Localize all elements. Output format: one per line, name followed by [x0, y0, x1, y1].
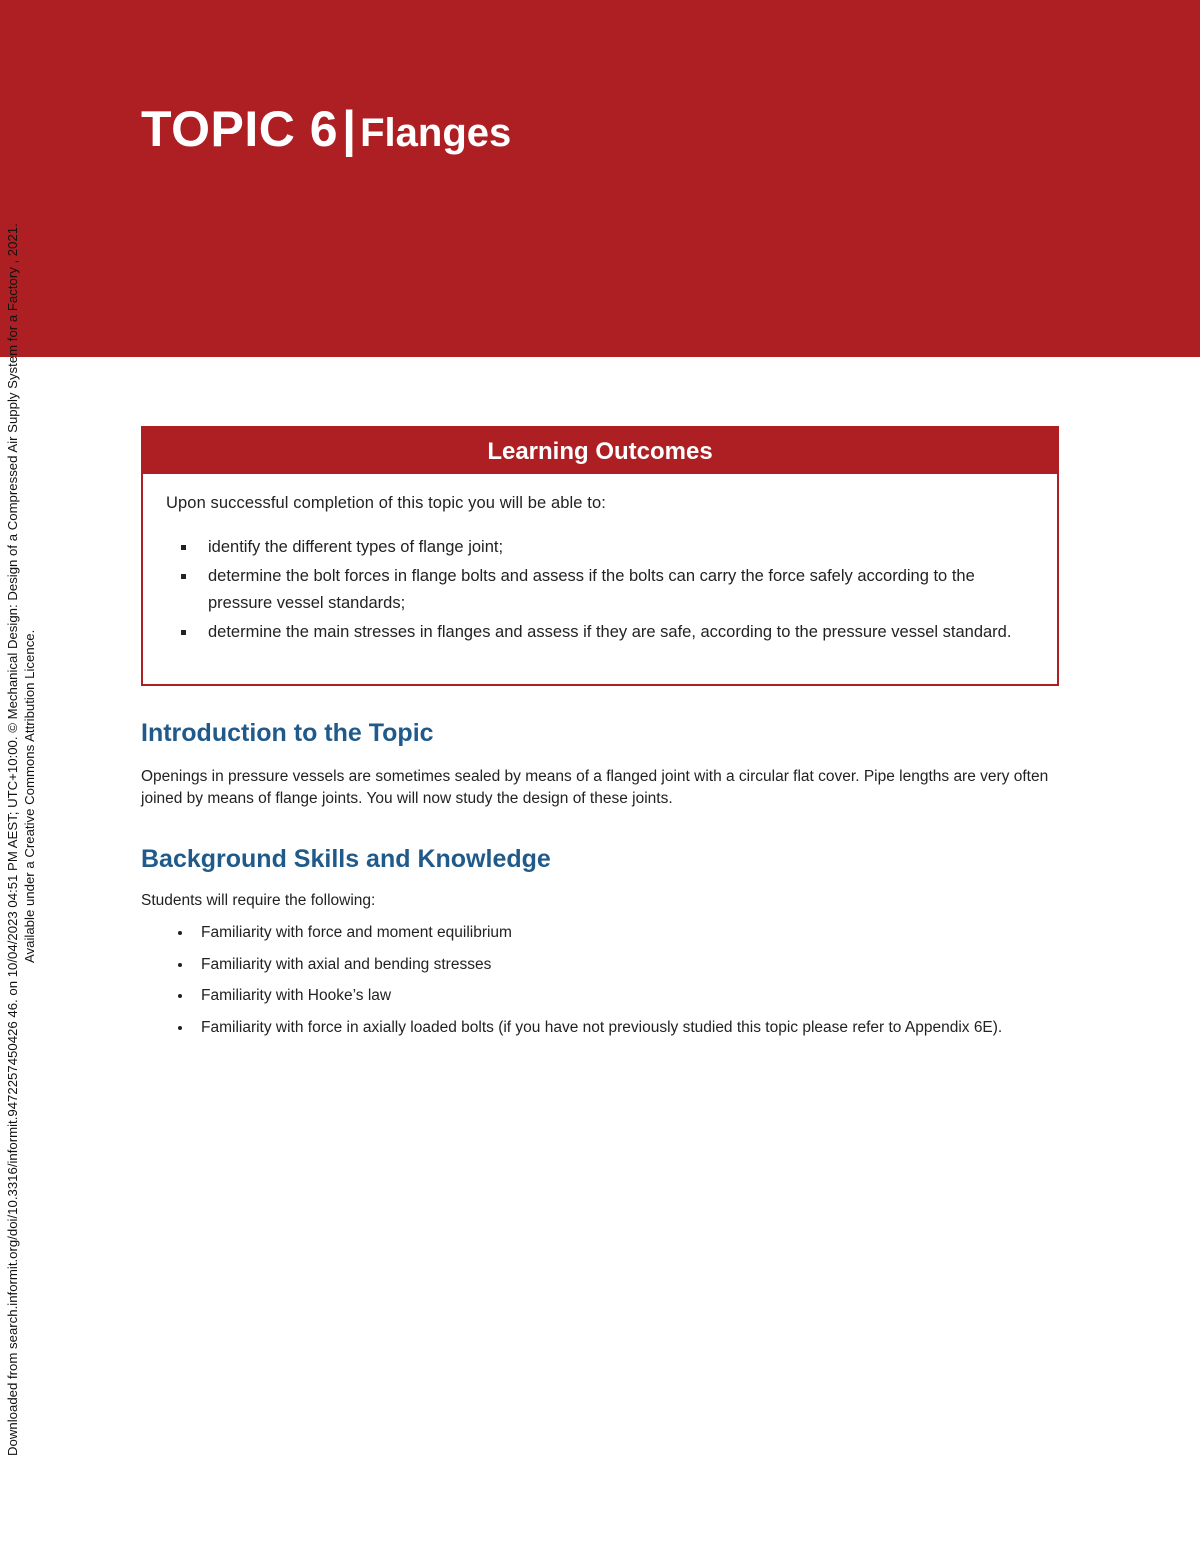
download-notice-line-2: Available under a Creative Commons Attribution Licence. [22, 629, 37, 963]
learning-outcomes-title: Learning Outcomes [143, 428, 1057, 474]
learning-outcomes-list [166, 534, 1036, 648]
square-bullet-icon [181, 545, 186, 550]
learning-outcome-item [166, 619, 1036, 646]
title-separator: | [342, 101, 357, 157]
skill-text: Familiarity with force and moment equilibrium [201, 924, 512, 941]
dot-bullet-icon [178, 994, 182, 998]
learning-outcome-text: determine the main stresses in flanges and assess if they are safe, according to the pressure vessel standard. [208, 623, 1012, 641]
learning-outcome-text: determine the bolt forces in flange bolts and assess if the bolts can carry the force safely according to the pressure vessel standards; [208, 567, 975, 612]
download-notice-line-1: Downloaded from search.informit.org/doi/10.3316/informit.9472257450426 46. on 10/04/2023 04:51 PM AEST; UTC+10:00. © Mechanical Design: Design of a Compressed Air Supply System for a Factory , 2021. [5, 223, 20, 1456]
background-skills-list [141, 922, 1071, 1048]
skill-text: Familiarity with Hooke’s law [201, 987, 392, 1004]
download-notice [0, 0, 60, 1553]
learning-outcome-item [166, 534, 1036, 561]
topic-title [141, 101, 512, 157]
topic-banner [0, 0, 1200, 357]
introduction-heading: Introduction to the Topic [141, 719, 434, 747]
topic-number: TOPIC 6 [141, 101, 339, 157]
topic-name: Flanges [360, 111, 512, 155]
learning-outcome-item [166, 563, 1036, 617]
skill-item [141, 922, 1071, 954]
skill-item [141, 1017, 1071, 1049]
learning-outcomes-box [141, 426, 1059, 686]
skill-item [141, 954, 1071, 986]
learning-outcomes-intro: Upon successful completion of this topic you will be able to: [166, 494, 606, 512]
learning-outcome-text: identify the different types of flange joint; [208, 538, 504, 556]
skill-text: Familiarity with force in axially loaded bolts (if you have not previously studied this topic please refer to Appendix 6E). [201, 1018, 1003, 1036]
introduction-paragraph: Openings in pressure vessels are sometimes sealed by means of a flanged joint with a circular flat cover. Pipe lengths are very often joined by means of flange joints. You will now study the design of these joints. [141, 768, 1049, 807]
dot-bullet-icon [178, 931, 182, 935]
skill-text: Familiarity with axial and bending stresses [201, 955, 492, 973]
square-bullet-icon [181, 630, 186, 635]
dot-bullet-icon [178, 963, 182, 967]
background-heading: Background Skills and Knowledge [141, 845, 551, 873]
background-intro: Students will require the following: [141, 892, 376, 909]
skill-item [141, 985, 1071, 1017]
dot-bullet-icon [178, 1026, 182, 1030]
square-bullet-icon [181, 574, 186, 579]
